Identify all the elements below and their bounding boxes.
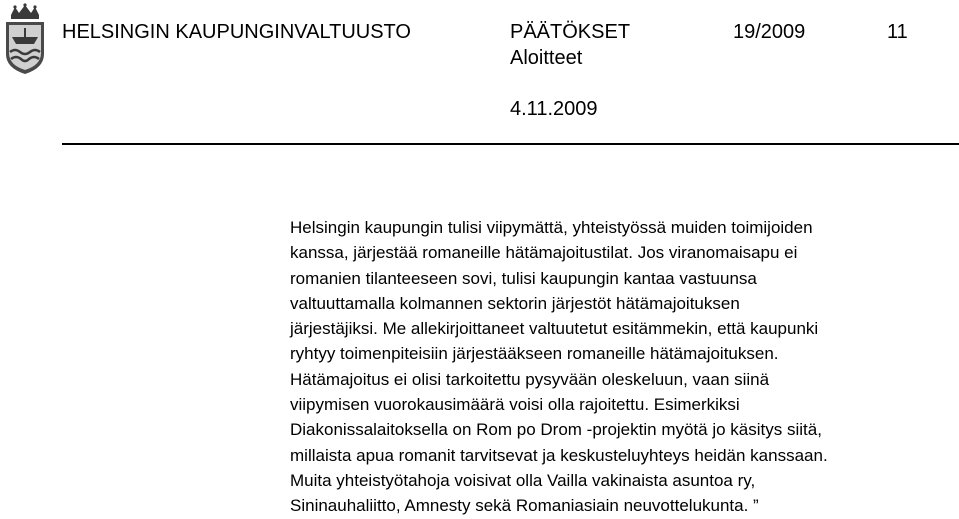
body-line: Diakonissalaitoksella on Rom po Drom -projektin myötä jo käsitys siitä, [290,420,822,440]
body-line: Hätämajoitus ei olisi tarkoitettu pysyvään oleskeluun, vaan siinä [290,369,770,389]
organization-name: HELSINGIN KAUPUNGINVALTUUSTO [62,21,411,43]
body-line: ryhtyy toimenpiteisiin järjestääkseen romaneille hätämajoituksen. [290,344,779,364]
body-line: viipymisen vuorokausimäärä voisi olla rajoitettu. Esimerkiksi [290,395,740,415]
motion-body [290,215,959,519]
header-divider [62,143,959,145]
issue-number: 19/2009 [733,21,806,43]
meeting-date: 4.11.2009 [510,98,598,120]
body-line: Helsingin kaupungin tulisi viipymättä, yhteistyössä muiden toimijoiden [290,218,813,237]
body-line: millaista apua romanit tarvitsevat ja keskusteluyhteys heidän kanssaan. [290,445,828,465]
document-subtitle: Aloitteet [510,47,583,69]
page-number: 11 [887,21,908,43]
body-line: Muita yhteistyötahoja voisivat olla Vailla vakinaista asuntoa ry, [290,470,756,490]
body-line: Sininauhaliitto, Amnesty sekä Romaniasiain neuvottelukunta. ” [290,496,759,516]
helsinki-coat-of-arms-icon [2,2,48,76]
body-line: valtuuttamalla kolmannen sektorin järjestöt hätämajoituksen [290,293,740,313]
document-type: PÄÄTÖKSET [510,21,631,43]
body-line: romanien tilanteeseen sovi, tulisi kaupungin kantaa vastuunsa [290,268,757,288]
body-line: kanssa, järjestää romaneille hätämajoitustilat. Jos viranomaisapu ei [290,243,798,263]
body-line: järjestäjiksi. Me allekirjoittaneet valtuutetut esitämmekin, että kaupunki [290,319,819,339]
